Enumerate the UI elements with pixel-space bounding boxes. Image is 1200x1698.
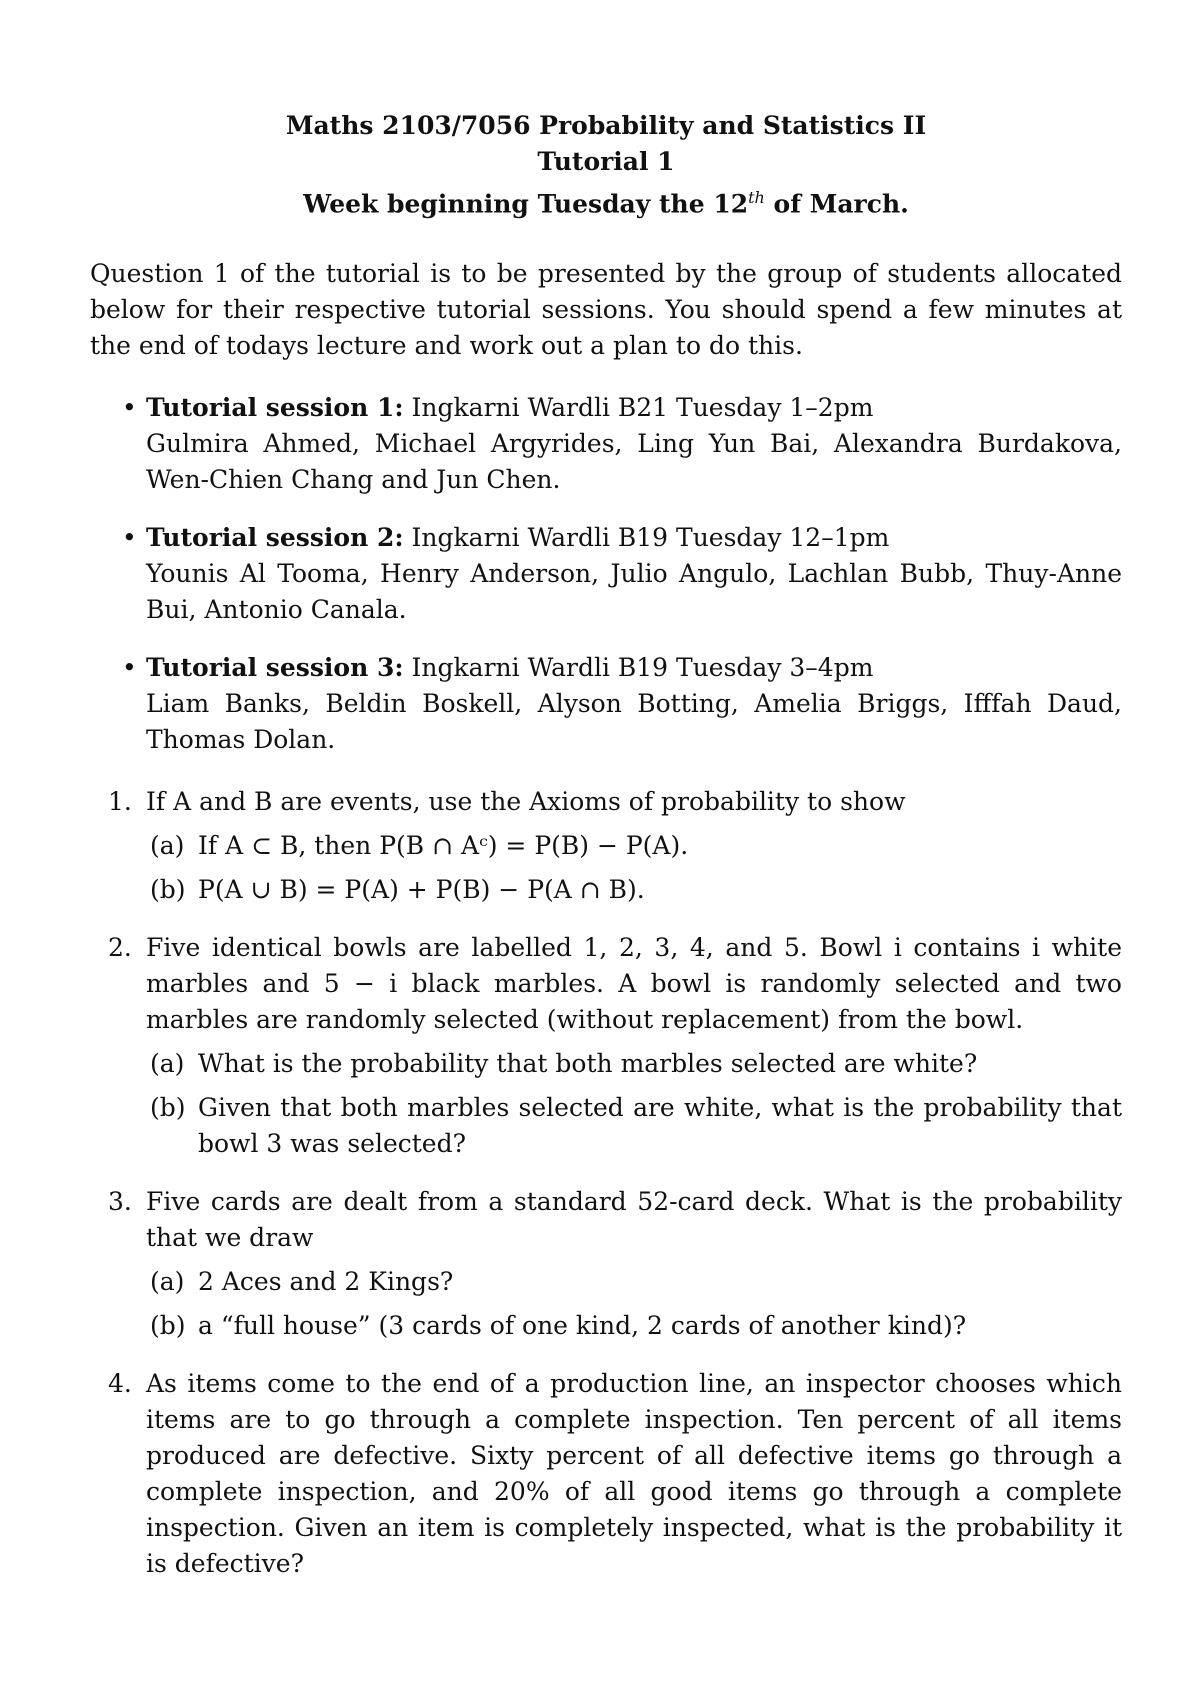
question-text: Five identical bowls are labelled 1, 2, 3, 4, and 5. Bowl i contains i white marbles and 5 − i black marbles. A bowl is randomly selected and two marbles are randomly selected (without replacement) from the bowl. <box>146 933 1122 1035</box>
part-label: (a) <box>150 1267 185 1297</box>
week-line-superscript: th <box>748 188 765 207</box>
question-part <box>146 1308 1122 1344</box>
question-part <box>146 1264 1122 1300</box>
session-title: Tutorial session 1: <box>146 393 404 423</box>
week-line <box>90 180 1122 222</box>
question-text: If A and B are events, use the Axioms of probability to show <box>146 787 906 817</box>
session-title: Tutorial session 3: <box>146 653 404 683</box>
part-text: What is the probability that both marbles selected are white? <box>198 1049 978 1079</box>
question-parts <box>146 1046 1122 1162</box>
week-line-text: Week beginning Tuesday the 12 <box>303 189 749 219</box>
session-title: Tutorial session 2: <box>146 523 404 553</box>
session-location: Ingkarni Wardli B19 Tuesday 12–1pm <box>403 523 890 553</box>
question-part <box>146 872 1122 908</box>
part-text: 2 Aces and 2 Kings? <box>198 1267 454 1297</box>
question-1 <box>90 784 1122 908</box>
question-number: 1. <box>108 787 132 817</box>
question-part <box>146 1090 1122 1162</box>
intro-paragraph: Question 1 of the tutorial is to be presented by the group of students allocated below for their respective tutorial sessions. You should spend a few minutes at the end of todays lecture and work out a plan to do this. <box>90 259 1122 361</box>
document-header <box>90 108 1122 222</box>
question-text: Five cards are dealt from a standard 52-card deck. What is the probability that we draw <box>146 1187 1122 1253</box>
session-students: Gulmira Ahmed, Michael Argyrides, Ling Yun Bai, Alexandra Burdakova, Wen-Chien Chang and Jun Chen. <box>146 429 1122 495</box>
question-number: 3. <box>108 1187 132 1217</box>
part-label: (b) <box>150 1311 186 1341</box>
session-location: Ingkarni Wardli B19 Tuesday 3–4pm <box>403 653 874 683</box>
part-text: If A ⊂ B, then P(B ∩ Aᶜ) = P(B) − P(A). <box>198 831 689 861</box>
question-2 <box>90 930 1122 1162</box>
question-number: 4. <box>108 1369 132 1399</box>
session-item <box>90 520 1122 628</box>
part-label: (b) <box>150 1093 186 1123</box>
question-3 <box>90 1184 1122 1344</box>
part-text: Given that both marbles selected are white, what is the probability that bowl 3 was selected? <box>198 1093 1122 1159</box>
question-list <box>90 784 1122 1582</box>
part-text: P(A ∪ B) = P(A) + P(B) − P(A ∩ B). <box>198 875 645 905</box>
part-label: (b) <box>150 875 186 905</box>
part-label: (a) <box>150 1049 185 1079</box>
question-parts <box>146 1264 1122 1344</box>
session-item <box>90 650 1122 758</box>
question-part <box>146 828 1122 864</box>
bullet-icon: • <box>122 393 137 423</box>
bullet-icon: • <box>122 523 137 553</box>
part-text: a “full house” (3 cards of one kind, 2 cards of another kind)? <box>198 1311 967 1341</box>
course-title: Maths 2103/7056 Probability and Statistics II <box>285 111 927 140</box>
session-item <box>90 390 1122 498</box>
question-number: 2. <box>108 933 132 963</box>
tutorial-title: Tutorial 1 <box>537 147 675 176</box>
question-4 <box>90 1366 1122 1582</box>
question-part <box>146 1046 1122 1082</box>
session-students: Liam Banks, Beldin Boskell, Alyson Botting, Amelia Briggs, Ifffah Daud, Thomas Dolan. <box>146 689 1122 755</box>
part-label: (a) <box>150 831 185 861</box>
question-parts <box>146 828 1122 908</box>
bullet-icon: • <box>122 653 137 683</box>
session-list <box>90 390 1122 758</box>
session-students: Younis Al Tooma, Henry Anderson, Julio Angulo, Lachlan Bubb, Thuy-Anne Bui, Antonio Canala. <box>146 559 1122 625</box>
week-line-end: of March. <box>764 189 909 219</box>
session-location: Ingkarni Wardli B21 Tuesday 1–2pm <box>403 393 874 423</box>
question-text: As items come to the end of a production line, an inspector chooses which items are to go through a complete inspection. Ten percent of all items produced are defective. Sixty percent of all defective items go through a complete inspection, and 20% of all good items go through a complete inspection. Given an item is completely inspected, what is the probability it is defective? <box>146 1369 1122 1579</box>
